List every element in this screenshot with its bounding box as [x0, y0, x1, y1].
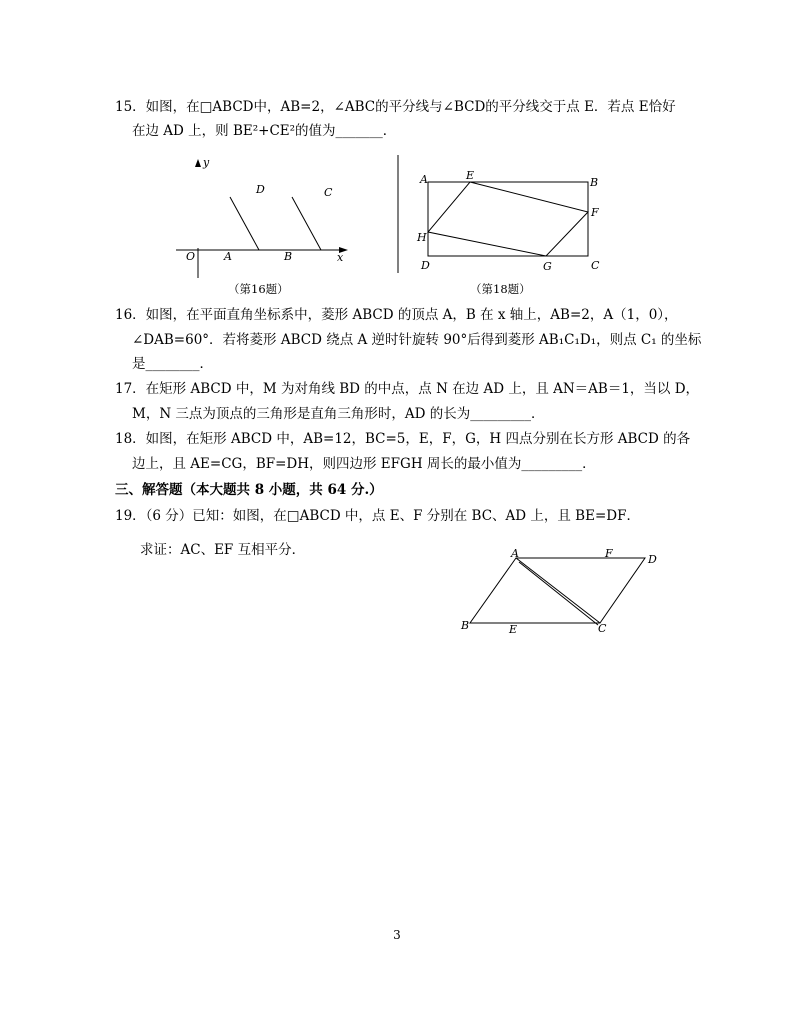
label-B: B [284, 250, 293, 263]
label-G: G [543, 260, 552, 273]
problem-19-line-2: 求证：AC、EF 互相平分． [140, 542, 306, 558]
problem-15-line-1: 15．如图，在□ABCD中，AB=2，∠ABC的平分线与∠BCD的平分线交于点 E．若点 E恰好 [115, 99, 676, 115]
section-3-heading: 三、解答题（本大题共 8 小题，共 64 分.） [115, 482, 383, 498]
label-H: H [417, 231, 427, 244]
rectangle-ABCD [428, 182, 588, 256]
quadrilateral-EFGH [428, 182, 588, 256]
y-axis-label: y [203, 156, 210, 169]
label-C: C [324, 186, 333, 199]
label-E: E [509, 623, 518, 636]
y-axis-arrow [195, 159, 201, 167]
label-C: C [598, 622, 607, 635]
problem-19-line-1: 19．（6 分）已知：如图，在□ABCD 中，点 E、F 分别在 BC、AD 上，且 BE=DF． [115, 508, 640, 524]
label-D: D [256, 183, 265, 196]
figure-19 [455, 543, 665, 638]
problem-15-line-2: 在边 AD 上，则 BE²+CE²的值为_______． [132, 123, 397, 139]
label-C: C [591, 259, 600, 272]
label-F: F [605, 547, 613, 560]
origin-label: O [186, 250, 196, 263]
label-D: D [648, 553, 657, 566]
problem-16-line-1: 16．如图，在平面直角坐标系中，菱形 ABCD 的顶点 A，B 在 x 轴上，AB=2，A（1，0）， [115, 307, 678, 323]
page-number: 3 [393, 928, 401, 942]
label-B: B [461, 619, 470, 632]
x-axis-label: x [337, 251, 344, 264]
diagonal-AC [516, 558, 600, 623]
label-A: A [511, 547, 519, 560]
side-BC [292, 197, 321, 250]
figure-16-caption: （第16题） [228, 282, 289, 296]
divider-line [396, 155, 400, 275]
label-D: D [421, 259, 430, 272]
problem-18-line-1: 18．如图，在矩形 ABCD 中，AB=12，BC=5，E，F，G，H 四点分别在长方形 ABCD 的各 [115, 431, 691, 447]
side-AD [230, 197, 259, 250]
segment-AC-second [519, 562, 598, 625]
problem-16-line-3: 是________． [132, 356, 213, 372]
figure-16 [170, 150, 360, 300]
problem-17-line-1: 17．在矩形 ABCD 中，M 为对角线 BD 的中点，点 N 在边 AD 上，且 AN＝AB＝1，当以 D， [115, 381, 700, 397]
problem-18-line-2: 边上，且 AE=CG，BF=DH，则四边形 EFGH 周长的最小值为_________． [132, 456, 596, 472]
label-B: B [590, 176, 599, 189]
figure-18-caption: （第18题） [470, 282, 531, 296]
figure-18 [410, 165, 610, 300]
label-A: A [420, 173, 428, 186]
label-F: F [591, 206, 599, 219]
problem-16-line-2: ∠DAB=60°．若将菱形 ABCD 绕点 A 逆时针旋转 90°后得到菱形 AB₁C₁D₁，则点 C₁ 的坐标 [132, 332, 702, 348]
label-A: A [224, 250, 232, 263]
label-E: E [466, 169, 475, 182]
problem-17-line-2: M，N 三点为顶点的三角形是直角三角形时，AD 的长为_________． [132, 406, 545, 422]
